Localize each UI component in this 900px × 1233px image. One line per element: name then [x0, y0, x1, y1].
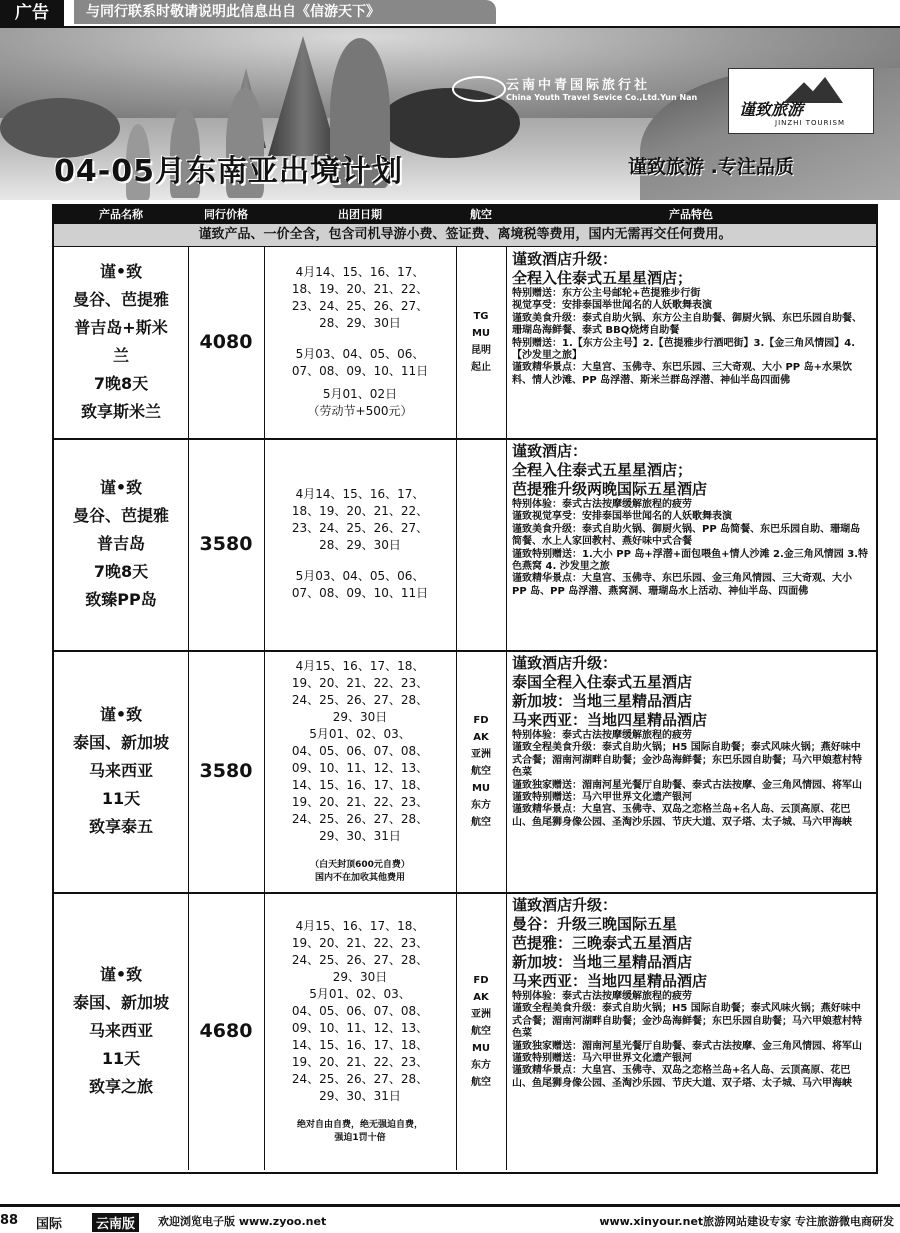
date-line: 24、25、26、27、28、: [291, 952, 429, 967]
airline-line: 航空: [471, 1025, 491, 1037]
source-notice: 与同行联系时敬请说明此信息出自《信游天下》: [74, 0, 496, 24]
date-line: 19、20、21、22、23、: [291, 794, 429, 809]
table-row: [54, 438, 876, 652]
product-name-line: 普吉岛+斯米: [74, 318, 168, 337]
company-name-cn: 云南中青国际旅行社: [506, 78, 651, 93]
date-line: 28、29、30日: [319, 538, 401, 552]
date-line: 5月03、04、05、06、: [295, 569, 425, 583]
table-row: [54, 246, 876, 440]
date-line: 4月15、16、17、18、: [295, 658, 425, 673]
date-line: 19、20、21、22、23、: [291, 1054, 429, 1069]
feature-line: 谨致酒店：: [512, 442, 588, 460]
feature-line: 特别赠送：东方公主号邮轮+芭提雅步行街: [512, 288, 701, 299]
feature-line: 芭提雅升级两晚国际五星酒店: [512, 480, 708, 498]
date-line: 24、25、26、27、28、: [291, 1071, 429, 1086]
airline-line: 东方: [471, 1059, 491, 1071]
departure-dates: [264, 246, 456, 438]
table-subtitle: 谨致产品、一价全含，包含司机导游小费、签证费、离境税等费用，国内无需再交任何费用。: [54, 224, 876, 247]
airline-line: MU: [471, 1042, 491, 1054]
departure-dates: [264, 892, 456, 1170]
feature-line: 谨致酒店升级：: [512, 896, 618, 914]
date-line: 07、08、09、10、11日: [291, 364, 429, 378]
product-features: [506, 438, 876, 650]
feature-line: 谨致美食升级：泰式自助火锅、东方公主自助餐、御厨火锅、东巴乐园自助餐、珊瑚岛海鲜餐、泰式 BBQ烧烤自助餐: [512, 312, 862, 337]
product-name-line: 11天: [101, 1049, 141, 1068]
feature-line: 新加坡：当地三星精品酒店: [512, 692, 693, 710]
date-note: （白天封顶600元自费）: [310, 859, 410, 870]
product-name: [54, 650, 188, 892]
airline-line: MU: [471, 328, 491, 339]
product-name: [54, 246, 188, 438]
airline-line: 亚洲: [471, 1008, 491, 1020]
company-info: [450, 74, 720, 120]
airline: [456, 438, 506, 650]
feature-line: 谨致特别赠送：马六甲世界文化遗产银河: [512, 1053, 692, 1065]
feature-line: 谨致特别赠送：1.大小 PP 岛+浮潜+面包喂鱼+情人沙滩 2.金三角风情园 3.特色燕窝 4. 沙发里之旅: [512, 548, 868, 573]
airline-line: TG: [473, 311, 489, 322]
feature-line: 视觉享受：安排泰国举世闻名的人妖歌舞表演: [512, 300, 712, 312]
date-line: 04、05、06、07、08、: [291, 1003, 429, 1018]
airline-line: 航空: [471, 1076, 491, 1088]
feature-line: 全程入住泰式五星星酒店；: [512, 269, 693, 287]
feature-line: 谨致酒店升级：: [512, 250, 618, 268]
date-line: 14、15、16、17、18、: [291, 1037, 429, 1052]
airline-line: FD: [473, 714, 489, 726]
product-price: 4680: [199, 1020, 253, 1042]
feature-line: 新加坡：当地三星精品酒店: [512, 953, 693, 971]
date-line: 23、24、25、26、27、: [291, 299, 429, 313]
airline-line: AK: [473, 991, 489, 1003]
date-line: 07、08、09、10、11日: [291, 586, 429, 600]
date-line: 09、10、11、12、13、: [291, 1020, 429, 1035]
feature-line: 谨致独家赠送：湄南河星光餐厅自助餐、泰式古法按摩、金三角风情园、将军山: [512, 779, 862, 791]
airline: [456, 246, 506, 438]
date-line: 4月14、15、16、17、: [295, 487, 425, 501]
airline: [456, 892, 506, 1170]
airline-line: FD: [473, 974, 489, 986]
date-line: 14、15、16、17、18、: [291, 777, 429, 792]
date-line: 04、05、06、07、08、: [291, 743, 429, 758]
product-name-line: 致享泰五: [88, 817, 153, 836]
product-price: 3580: [199, 533, 253, 555]
product-name-line: 曼谷、芭提雅: [72, 506, 169, 525]
feature-line: 特别体验：泰式古法按摩缓解旅程的疲劳: [512, 730, 692, 741]
product-name-line: 谨•致: [99, 705, 143, 724]
section-label: 国际: [36, 1217, 63, 1232]
date-line: 5月01、02、03、: [309, 726, 411, 741]
product-name-line: 致臻PP岛: [85, 590, 157, 609]
feature-line: 谨致精华景点：大皇宫、玉佛寺、东巴乐园、三大奇观、大小 PP 岛+水果饮料、情人沙滩、PP 岛浮潜、斯米兰群岛浮潜、神仙半岛四面佛: [512, 362, 852, 386]
product-name-line: 泰国、新加坡: [72, 733, 169, 752]
airline-line: 昆明: [471, 345, 491, 356]
brand-logo: [728, 68, 874, 134]
header-dates: 出团日期: [338, 208, 382, 221]
date-line: 24、25、26、27、28、: [291, 811, 429, 826]
product-name-line: 谨•致: [99, 478, 143, 497]
feature-line: 泰国全程入住泰式五星酒店: [512, 673, 693, 691]
product-name-line: 11天: [101, 789, 141, 808]
date-line: 5月01、02、03、: [309, 986, 411, 1001]
edition-badge: 云南版: [92, 1213, 139, 1232]
feature-line: 马来西亚：当地四星精品酒店: [512, 972, 708, 990]
product-name-line: 7晚8天: [93, 374, 149, 393]
feature-line: 曼谷：升级三晚国际五星: [512, 915, 678, 933]
date-line: 29、30、31日: [319, 1088, 401, 1103]
date-line: 29、30、31日: [319, 828, 401, 843]
product-features: [506, 246, 876, 438]
header-features: 产品特色: [669, 208, 713, 221]
date-line: 5月03、04、05、06、: [295, 347, 425, 361]
brand-name-cn: 谨致旅游: [739, 100, 804, 119]
date-line: 24、25、26、27、28、: [291, 692, 429, 707]
page-footer: [0, 1204, 900, 1233]
product-name-line: 马来西亚: [88, 761, 153, 780]
date-line: 19、20、21、22、23、: [291, 675, 429, 690]
airline-line: 航空: [471, 765, 491, 777]
feature-line: 谨致全程美食升级：泰式自助火锅；H5 国际自助餐；泰式风味火锅；燕好味中式合餐；湄南河湖畔自助餐；金沙岛海鲜餐；东巴乐园自助餐；马六甲娘惹村特色菜: [512, 1003, 862, 1040]
feature-line: 谨致酒店升级：: [512, 654, 618, 672]
departure-dates: [264, 650, 456, 892]
footer-slogan: www.xinyour.net旅游网站建设专家 专注旅游微电商研发: [599, 1215, 894, 1228]
date-line: 18、19、20、21、22、: [291, 504, 429, 518]
header-name: 产品名称: [99, 208, 143, 221]
date-note: 强迫1罚十倍: [334, 1132, 386, 1143]
tour-table: [52, 204, 878, 1174]
date-line: 4月15、16、17、18、: [295, 918, 425, 933]
airline-line: 起止: [471, 362, 491, 373]
airline-line: 航空: [471, 816, 491, 828]
feature-line: 特别体验：泰式古法按摩缓解旅程的疲劳: [512, 991, 692, 1002]
product-name-line: 谨•致: [99, 965, 143, 984]
airline: [456, 650, 506, 892]
date-line: 23、24、25、26、27、: [291, 521, 429, 535]
brand-name-en: JINZHI TOURISM: [775, 119, 846, 127]
product-name: [54, 438, 188, 650]
product-name-line: 兰: [112, 346, 129, 365]
product-name-line: 泰国、新加坡: [72, 993, 169, 1012]
date-line: 19、20、21、22、23、: [291, 935, 429, 950]
page-title: 04-05月东南亚出境计划: [54, 154, 403, 189]
feature-line: 谨致视觉享受：安排泰国举世闻名的人妖歌舞表演: [512, 511, 732, 523]
header-price: 同行价格: [204, 208, 248, 221]
feature-line: 马来西亚：当地四星精品酒店: [512, 711, 708, 729]
feature-line: 谨致精华景点：大皇宫、玉佛寺、双岛之恋格兰岛+名人岛、云顶高原、花巴山、鱼尾狮身像公园、圣淘沙乐园、节庆大道、双子塔、太子城、马六甲海峡: [512, 804, 852, 828]
table-header: [54, 206, 876, 224]
product-name-line: 普吉岛: [96, 534, 145, 553]
date-line: 4月14、15、16、17、: [295, 265, 425, 279]
feature-line: 特别赠送：1.【东方公主号】2.【芭提雅步行酒吧街】3.【金三角风情园】4.【沙发里之旅】: [512, 337, 856, 362]
page-number: 88: [0, 1213, 19, 1228]
footer-site: 欢迎浏览电子版 www.zyoo.net: [158, 1215, 327, 1228]
date-line: 29、30日: [332, 969, 388, 984]
product-features: [506, 650, 876, 892]
feature-line: 谨致独家赠送：湄南河星光餐厅自助餐、泰式古法按摩、金三角风情园、将军山: [512, 1040, 862, 1052]
feature-line: 谨致美食升级：泰式自助火锅、御厨火锅、PP 岛简餐、东巴乐园自助、珊瑚岛简餐、水上人家回教村、燕好味中式合餐: [512, 523, 861, 548]
date-line: 29、30日: [332, 709, 388, 724]
date-line: 18、19、20、21、22、: [291, 282, 429, 296]
product-name-line: 致享之旅: [88, 1077, 153, 1096]
table-row: [54, 650, 876, 894]
airline-line: 亚洲: [471, 748, 491, 760]
product-price: 4080: [199, 331, 253, 353]
product-name-line: 7晚8天: [93, 562, 149, 581]
date-line: 28、29、30日: [319, 316, 401, 330]
feature-line: 谨致精华景点：大皇宫、玉佛寺、东巴乐园、金三角风情园、三大奇观、大小 PP 岛、PP 岛浮潜、燕窝洞、珊瑚岛水上活动、神仙半岛、四面佛: [512, 573, 852, 597]
brand-slogan: 谨致旅游 .专注品质: [628, 156, 794, 178]
product-name-line: 致享斯米兰: [80, 402, 161, 421]
product-features: [506, 892, 876, 1170]
airline-line: 东方: [471, 799, 491, 811]
date-note: 国内不在加收其他费用: [314, 872, 405, 883]
feature-line: 谨致精华景点：大皇宫、玉佛寺、双岛之恋格兰岛+名人岛、云顶高原、花巴山、鱼尾狮身像公园、圣淘沙乐园、节庆大道、双子塔、太子城、马六甲海峡: [512, 1065, 852, 1089]
product-name-line: 曼谷、芭提雅: [72, 290, 169, 309]
product-name: [54, 892, 188, 1170]
date-line: （劳动节+500元）: [307, 404, 413, 418]
date-note: 绝对自由自费，绝无强迫自费，: [296, 1119, 423, 1130]
date-line: 5月01、02日: [322, 387, 398, 401]
feature-line: 谨致特别赠送：马六甲世界文化遗产银河: [512, 792, 692, 804]
company-name-en: China Youth Travel Sevice Co.,Ltd.Yun Nan: [506, 93, 698, 102]
ad-label: 广告: [0, 0, 64, 26]
header-airline: 航空: [470, 208, 492, 221]
top-banner: [0, 0, 900, 28]
product-name-line: 马来西亚: [88, 1021, 153, 1040]
date-line: 09、10、11、12、13、: [291, 760, 429, 775]
table-row: [54, 892, 876, 1170]
airline-line: MU: [471, 782, 491, 794]
feature-line: 全程入住泰式五星星酒店；: [512, 461, 693, 479]
feature-line: 谨致全程美食升级：泰式自助火锅；H5 国际自助餐；泰式风味火锅；燕好味中式合餐；湄南河湖畔自助餐；金沙岛海鲜餐；东巴乐园自助餐；马六甲娘惹村特色菜: [512, 742, 862, 779]
airline-line: AK: [473, 731, 489, 743]
product-name-line: 谨•致: [99, 262, 143, 281]
product-price: 3580: [199, 760, 253, 782]
feature-line: 特别体验：泰式古法按摩缓解旅程的疲劳: [512, 499, 692, 510]
feature-line: 芭提雅：三晚泰式五星酒店: [512, 934, 693, 952]
departure-dates: [264, 438, 456, 650]
